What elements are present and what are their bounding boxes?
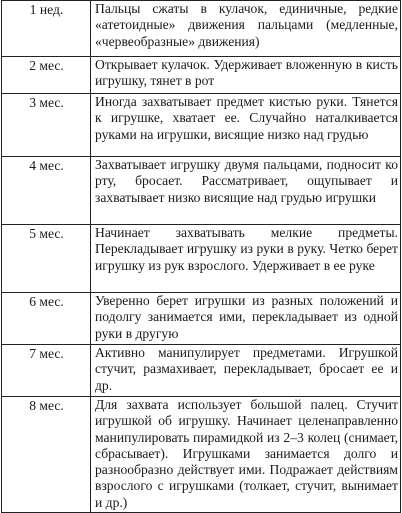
description-cell: Для захвата использует большой палец. Стучит игрушкой об игрушку. Начинает целенаправленно манипулировать пирамидкой из 2–3 колец (снимает, сбрасывает). Игрушками занимается долго и разнообразно действует ими. Подражает действиям взрослого с игрушками (толкает, стучит, вынимает и др.)	[91, 397, 401, 513]
table-row	[2, 397, 401, 513]
table-row	[2, 57, 401, 94]
description-cell: Начинает захватывать мелкие предметы. Перекладывает игрушку из руки в руку. Четко берет игрушку из рук взрослого. Удерживает в ее руке	[91, 225, 401, 293]
age-cell: 1 нед.	[2, 1, 91, 57]
age-cell: 8 мес.	[2, 397, 91, 513]
description-cell: Активно манипулирует предметами. Игрушкой стучит, размахивает, перекладывает, бросает ее и др.	[91, 345, 401, 397]
age-cell: 4 мес.	[2, 157, 91, 225]
age-cell: 2 мес.	[2, 57, 91, 94]
age-cell: 5 мес.	[2, 225, 91, 293]
table-row	[2, 1, 401, 57]
table-row	[2, 157, 401, 225]
table-row	[2, 345, 401, 397]
age-cell: 6 мес.	[2, 293, 91, 345]
age-cell: 7 мес.	[2, 345, 91, 397]
description-cell: Иногда захватывает предмет кистью руки. Тянется к игрушке, хватает ее. Случайно наталкивается руками на игрушки, висящие низко над грудью	[91, 94, 401, 157]
table-row	[2, 293, 401, 345]
description-cell: Захватывает игрушку двумя пальцами, подносит ко рту, бросает. Рассматривает, ощупывает и захватывает низко висящие над грудью игрушки	[91, 157, 401, 225]
description-cell: Открывает кулачок. Удерживает вложенную в кисть игрушку, тянет в рот	[91, 57, 401, 94]
development-table	[1, 0, 401, 513]
description-cell: Пальцы сжаты в кулачок, единичные, редкие «атетоидные» движения пальцами (медленные, «червеобразные» движения)	[91, 1, 401, 57]
description-cell: Уверенно берет игрушки из разных положений и подолгу занимается ими, перекладывает из одной руки в другую	[91, 293, 401, 345]
table-row	[2, 225, 401, 293]
table-row	[2, 94, 401, 157]
age-cell: 3 мес.	[2, 94, 91, 157]
